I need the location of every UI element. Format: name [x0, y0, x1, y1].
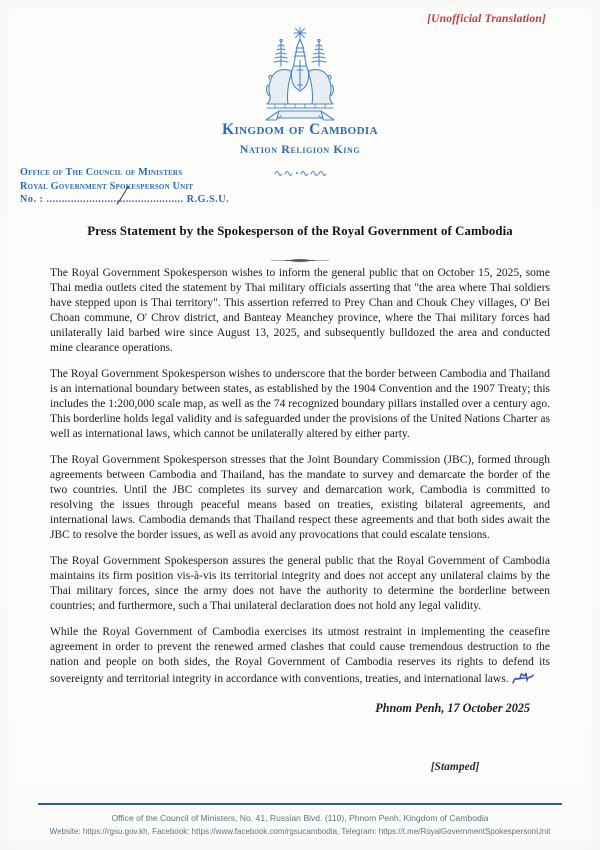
paragraph-5 [50, 625, 550, 687]
royal-arms-emblem [257, 26, 343, 127]
office-line-1: Office of The Council of Ministers [20, 167, 183, 178]
office-line-2: Royal Government Spokesperson Unit [20, 180, 194, 192]
khmer-ornament-icon [273, 164, 327, 182]
royal-arms-icon [257, 26, 343, 122]
parasol-left [274, 39, 288, 66]
handwritten-check-icon [116, 186, 131, 206]
footer-address: Office of the Council of Ministers, No. 41, Russian Blvd. (110), Phnom Penh, Kingdom of Cambodia [111, 813, 489, 823]
office-block [20, 166, 229, 207]
national-motto: Nation Religion King [239, 142, 361, 156]
lion-left [266, 70, 291, 104]
document-number-line [20, 193, 229, 207]
stamped-note: [Stamped] [430, 761, 480, 773]
statement-title: Press Statement by the Spokesperson of the Royal Government of Cambodia [87, 224, 513, 238]
paragraph-4: The Royal Government Spokesperson assures the general public that the Royal Government of Cambodia maintains its firm position vis-à-vis its territorial integrity and does not accept any unilateral claims by the Thai military forces, since the army does not have the authority to determine the borderline between countries; and furthermore, such a Thai unilateral declaration does not hold any legal validity. [50, 555, 550, 612]
paragraph-5-text: While the Royal Government of Cambodia exercises its utmost restraint in implementing the ceasefire agreement in order to prevent the renewed armed clashes that could cause tremendous destruction to the nation and people on both sides, the Royal Government of Cambodia reserves its rights to defend its sovereignty and territorial integrity in accordance with conventions, treaties, and international laws. [50, 626, 550, 685]
footer-contacts: Website: https://rgsu.gov.kh, Facebook: https://www.facebook.com/rgsucambodia, Telegram: https://t.me/RoyalGovernmentSpokespersonUnit [49, 827, 551, 836]
dateline: Phnom Penh, 17 October 2025 [375, 701, 530, 715]
paragraph-2: The Royal Government Spokesperson wishes to underscore that the border between Cambodia and Thailand is an international boundary between states, as established by the 1904 Convention and the 1907 Treaty; this includes the 1:200,000 scale map, as well as the 74 recognized boundary pillars installed over a century ago. This borderline holds legal validity and is safeguarded under the provisions of the United Nations Charter as well as international laws, which cannot be unilaterally altered by either party. [50, 368, 550, 440]
pedestal [267, 104, 333, 108]
parasol-right [312, 39, 326, 66]
lion-right [309, 70, 334, 104]
number-line-text: No. : ............................................. R.G.S.U. [20, 194, 230, 205]
signature-initial-icon [511, 670, 535, 686]
ribbon [266, 111, 334, 120]
kingdom-title: Kingdom of Cambodia [222, 121, 378, 138]
paragraph-1: The Royal Government Spokesperson wishes to inform the general public that on October 15, 2025, some Thai media outlets cited the statement by Thai military officials asserting that "the area where Thai soldiers have stepped upon is Thai territory". This assertion referred to Prey Chan and Chouk Chey villages, O' Bei Choan commune, O' Chrov district, and Banteay Meanchey province, where the Thai military forces had unilaterally laid barbed wire since August 13, 2025, and subsequently bulldozed the area and conducted mine clearance operations. [50, 267, 550, 354]
unofficial-translation-note: [Unofficial Translation] [427, 13, 546, 25]
footer-divider-line [38, 803, 562, 805]
paragraph-3: The Royal Government Spokesperson stresses that the Joint Boundary Commission (JBC), formed through agreements between Cambodia and Thailand, has the mandate to survey and demarcate the border of the two countries. Until the JBC completes its survey and demarcation work, Cambodia is committed to resolving the issues through peaceful means based on treaties, existing bilateral agreements, and international laws. Cambodia demands that Thailand respect these agreements and that both sides await the JBC to resolve the border issues, as well as avoid any provocations that could escalate tensions. [50, 454, 550, 541]
statement-body [50, 266, 550, 687]
star-rays [294, 27, 306, 39]
